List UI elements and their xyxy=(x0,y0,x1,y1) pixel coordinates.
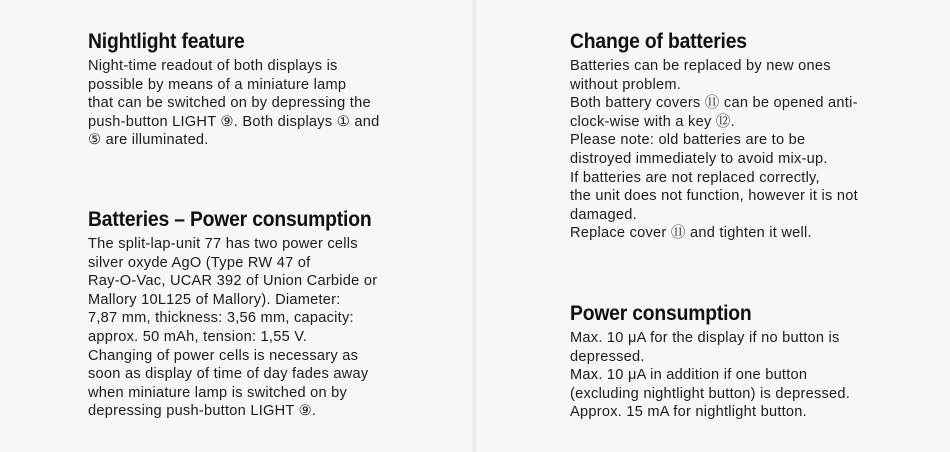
batteries-section xyxy=(88,208,396,421)
text-line: Ray-O-Vac, UCAR 392 of Union Carbide or xyxy=(88,273,378,290)
text-line: Please note: old batteries are to be xyxy=(570,132,806,149)
text-line: Max. 10 μA for the display if no button is xyxy=(570,330,840,346)
text-line: Night-time readout of both displays is xyxy=(88,58,338,74)
change-batteries-body xyxy=(570,57,858,243)
text-line: push-button LIGHT ⑨. Both displays ① and xyxy=(88,113,380,130)
text-line: Approx. 15 mA for nightlight button. xyxy=(570,404,807,421)
power-consumption-heading: Power consumption xyxy=(570,302,752,325)
text-line: that can be switched on by depressing the xyxy=(88,95,371,112)
text-line: depressed. xyxy=(570,348,645,365)
text-line: The split-lap-unit 77 has two power cells xyxy=(88,236,358,252)
nightlight-section xyxy=(88,30,379,150)
nightlight-body xyxy=(88,57,379,150)
text-line: clock-wise with a key ⑫. xyxy=(570,113,735,130)
text-line: possible by means of a miniature lamp xyxy=(88,76,347,93)
text-line: silver oxyde AgO (Type RW 47 of xyxy=(88,254,311,271)
text-line: Batteries can be replaced by new ones xyxy=(570,58,831,74)
text-line: damaged. xyxy=(570,206,637,223)
text-line: the unit does not function, however it is not xyxy=(570,188,858,205)
text-line: ⑤ are illuminated. xyxy=(88,132,209,149)
text-line: Replace cover ⑪ and tighten it well. xyxy=(570,225,812,242)
text-line: Both battery covers ⑪ can be opened anti- xyxy=(570,95,858,112)
batteries-heading: Batteries – Power consumption xyxy=(88,208,372,231)
power-consumption-body xyxy=(570,329,850,422)
text-line: Changing of power cells is necessary as xyxy=(88,347,359,364)
text-line: (excluding nightlight button) is depressed. xyxy=(570,385,851,402)
batteries-body xyxy=(88,235,396,421)
text-line: approx. 50 mAh, tension: 1,55 V. xyxy=(88,328,308,345)
change-batteries-section xyxy=(570,30,858,243)
nightlight-heading: Nightlight feature xyxy=(88,30,245,53)
text-line: 7,87 mm, thickness: 3,56 mm, capacity: xyxy=(88,310,354,327)
left-page xyxy=(0,0,474,452)
right-page xyxy=(476,0,950,452)
text-line: without problem. xyxy=(570,76,682,93)
text-line: distroyed immediately to avoid mix-up. xyxy=(570,150,828,167)
text-line: soon as display of time of day fades away xyxy=(88,366,369,383)
power-consumption-section xyxy=(570,302,850,422)
text-line: Mallory 10L125 of Mallory). Diameter: xyxy=(88,291,341,308)
text-line: If batteries are not replaced correctly, xyxy=(570,169,820,186)
text-line: Max. 10 μA in addition if one button xyxy=(570,367,808,384)
text-line: depressing push-button LIGHT ⑨. xyxy=(88,403,317,420)
text-line: when miniature lamp is switched on by xyxy=(88,384,348,401)
change-batteries-heading: Change of batteries xyxy=(570,30,747,53)
